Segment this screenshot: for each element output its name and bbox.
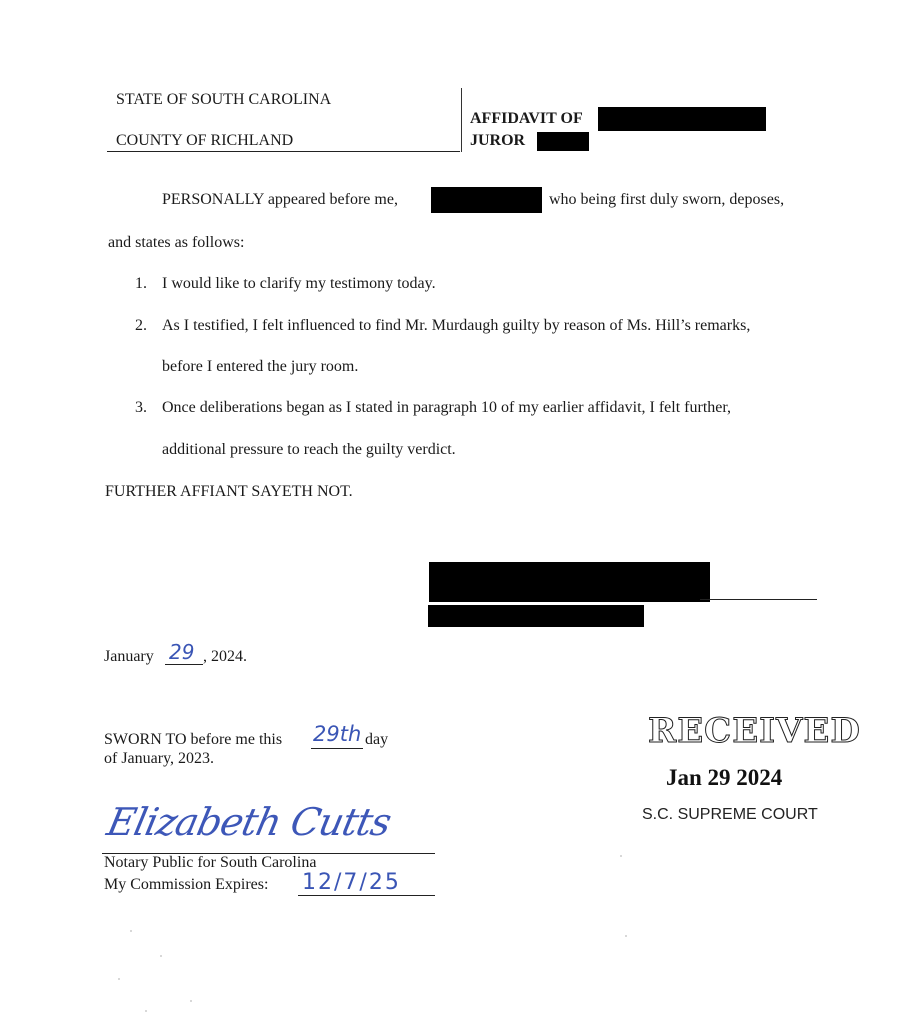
caption-underline bbox=[107, 151, 460, 152]
list-item-number: 1. bbox=[135, 275, 147, 292]
state-caption: STATE OF SOUTH CAROLINA bbox=[116, 91, 332, 108]
list-item-text: I would like to clarify my testimony today. bbox=[162, 275, 436, 292]
notary-signature: Elizabeth Cutts bbox=[103, 800, 395, 844]
commission-label: My Commission Expires: bbox=[104, 876, 269, 893]
signature-line bbox=[700, 599, 817, 600]
redacted-affiant-printed-name bbox=[428, 605, 644, 627]
commission-date-underline bbox=[298, 895, 435, 896]
sworn-line1-after: day bbox=[365, 731, 389, 748]
scan-speck bbox=[160, 955, 162, 957]
redacted-affiant-name bbox=[431, 187, 542, 213]
intro-text-line2: and states as follows: bbox=[108, 234, 245, 251]
redacted-affiant-signature bbox=[429, 562, 710, 602]
received-date: Jan 29 2024 bbox=[666, 765, 783, 790]
list-item-text: additional pressure to reach the guilty verdict. bbox=[162, 441, 456, 458]
date-day-handwritten: 29 bbox=[169, 640, 195, 664]
sworn-day-underline bbox=[311, 748, 363, 749]
date-month: January bbox=[104, 648, 154, 665]
list-item-number: 3. bbox=[135, 399, 147, 416]
list-item-text: before I entered the jury room. bbox=[162, 358, 359, 375]
sworn-line2: of January, 2023. bbox=[104, 750, 215, 767]
date-year: , 2024. bbox=[203, 648, 247, 665]
list-item-text: Once deliberations began as I stated in paragraph 10 of my earlier affidavit, I felt further, bbox=[162, 399, 732, 416]
sworn-day-handwritten: 29th bbox=[313, 722, 362, 746]
received-court: S.C. SUPREME COURT bbox=[642, 806, 818, 823]
date-day-underline bbox=[165, 664, 203, 665]
sworn-line1-before: SWORN TO before me this bbox=[104, 731, 283, 748]
redacted-juror-name bbox=[598, 107, 766, 131]
caption-divider bbox=[461, 88, 462, 152]
intro-text-before: PERSONALLY appeared before me, bbox=[162, 191, 398, 208]
scan-speck bbox=[130, 930, 132, 932]
county-caption: COUNTY OF RICHLAND bbox=[116, 132, 294, 149]
commission-date-handwritten: 12/7/25 bbox=[302, 870, 401, 895]
juror-label: JUROR bbox=[470, 132, 526, 149]
scan-speck bbox=[118, 978, 120, 980]
scan-speck bbox=[625, 935, 627, 937]
notary-title: Notary Public for South Carolina bbox=[104, 854, 317, 871]
scan-speck bbox=[620, 855, 622, 857]
affidavit-of-label: AFFIDAVIT OF bbox=[470, 110, 583, 127]
closing-statement: FURTHER AFFIANT SAYETH NOT. bbox=[105, 483, 353, 500]
received-stamp-text: RECEIVED bbox=[648, 711, 861, 751]
list-item-number: 2. bbox=[135, 317, 147, 334]
scan-speck bbox=[145, 1010, 147, 1012]
scan-speck bbox=[190, 1000, 192, 1002]
intro-text-after: who being first duly sworn, deposes, bbox=[549, 191, 785, 208]
received-stamp bbox=[648, 711, 861, 751]
redacted-juror-number bbox=[537, 132, 589, 151]
list-item-text: As I testified, I felt influenced to find Mr. Murdaugh guilty by reason of Ms. Hill’s remarks, bbox=[162, 317, 751, 334]
